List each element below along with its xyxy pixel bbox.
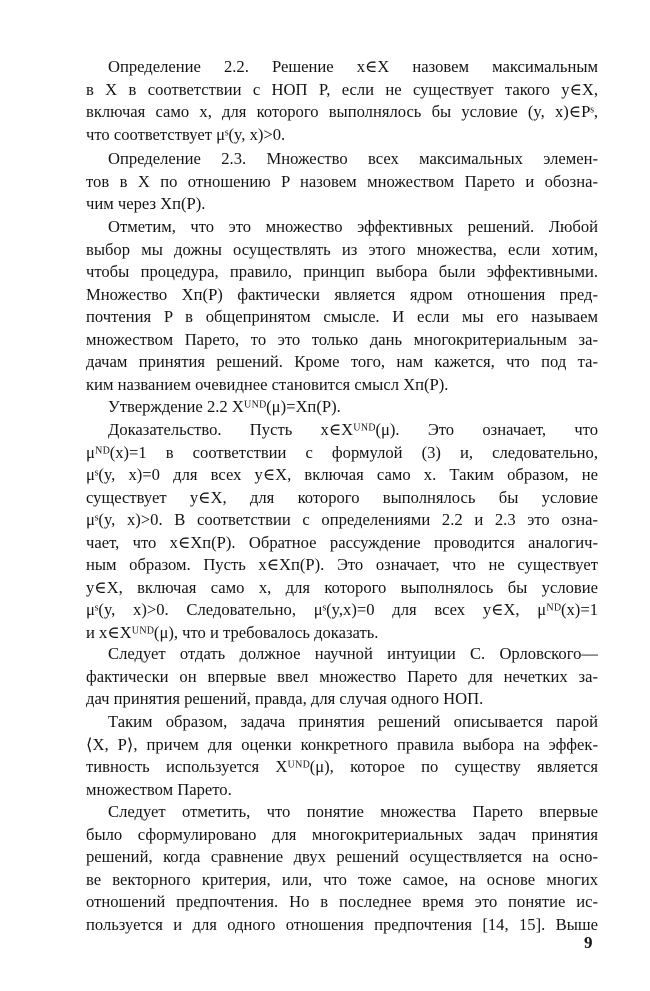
text-line: μˢ(y, x)>0. В соответствии с определениями 2.2 и 2.3 это озна- — [86, 510, 598, 529]
text-line: отношений предпочтения. Но в последнее время это понятие ис- — [86, 892, 598, 911]
paragraph-definition-2-3 — [86, 148, 598, 216]
paragraph-pair-x-p — [86, 711, 598, 801]
text-line: дач принятия решений, правда, для случая одного НОП. — [86, 689, 484, 708]
text-line: Отметим, что это множество эффективных решений. Любой — [108, 217, 598, 236]
text-line: тивность используется Xᵁᴺᴰ(μ), которое по существу является — [86, 757, 598, 776]
text-line: μˢ(y, x)>0. Следовательно, μˢ(y,x)=0 для всех y∈X, μᴺᴰ(x)=1 — [86, 600, 598, 619]
paragraph-remark-efficient — [86, 216, 598, 396]
text-line: что соответствует μˢ(y, x)>0. — [86, 124, 286, 144]
paragraph-proof — [86, 419, 598, 644]
text-line: чает, что x∈Xп(P). Обратное рассуждение проводится аналогич- — [86, 532, 598, 552]
text-line: y∈X, включая само x, для которого выполнялось бы условие — [86, 577, 598, 597]
page-number: 9 — [584, 933, 593, 952]
text-line: множеством Парето, то это только дань многокритериальным за- — [86, 329, 598, 349]
text-line: чим через Xп(P). — [86, 194, 206, 213]
paragraph-statement-2-2 — [86, 396, 598, 419]
text-line: μᴺᴰ(x)=1 в соответствии с формулой (3) и, следовательно, — [86, 442, 598, 462]
text-line: Таким образом, задача принятия решений описывается парой — [108, 712, 598, 731]
text-line: множеством Парето. — [86, 779, 232, 799]
text-line: тов в X по отношению P назовем множеством Парето и обозна- — [86, 171, 598, 191]
text-line: Следует отдать должное научной интуиции С. Орловского— — [108, 644, 598, 663]
text-line: существует y∈X, для которого выполнялось бы условие — [86, 487, 598, 507]
text-line: и x∈Xᵁᴺᴰ(μ), что и требовалось доказать. — [86, 622, 379, 642]
text-line: включая само x, для которого выполнялось бы условие (y, x)∈Pˢ, — [86, 102, 598, 121]
text-line: выбор мы дожны осуществлять из этого множества, если хотим, — [86, 239, 598, 259]
text-line: ве векторного критерия, или, что тоже самое, на основе многих — [86, 869, 598, 889]
text-line: Определение 2.3. Множество всех максимальных элемен- — [108, 149, 598, 168]
text-line: дачам принятия решений. Кроме того, нам кажется, что под та- — [86, 352, 598, 371]
text-line: фактически он впервые ввел множество Парето для нечетких за- — [86, 666, 598, 686]
text-line: решений, когда сравнение двух решений осуществляется на осно- — [86, 847, 598, 866]
text-line: Множество Xп(P) фактически является ядром отношения пред- — [86, 284, 598, 304]
text-line: ⟨X, P⟩, причем для оценки конкретного правила выбора на эффек- — [86, 734, 598, 754]
text-line: Следует отметить, что понятие множества Парето впервые — [108, 802, 598, 821]
text-line: в X в соответствии с НОП P, если не существует такого y∈X, — [86, 79, 598, 99]
text-line: Доказательство. Пусть x∈Xᵁᴺᴰ(μ). Это означает, что — [108, 420, 598, 439]
text-line: ким названием очевиднее становится смысл Xп(P). — [86, 374, 449, 394]
text-line: Определение 2.2. Решение x∈X назовем максимальным — [108, 57, 598, 76]
text-line: чтобы процедура, правило, принцип выбора были эффективными. — [86, 262, 598, 281]
text-line: Утверждение 2.2 Xᵁᴺᴰ(μ)=Xп(P). — [108, 397, 341, 416]
paragraph-orlovsky — [86, 643, 598, 711]
text-line: почтения P в общепринятом смысле. И если мы его называем — [86, 307, 598, 326]
paragraph-pareto-history — [86, 801, 598, 936]
text-line: ным образом. Пусть x∈Xп(P). Это означает, что не существует — [86, 555, 598, 574]
text-line: μˢ(y, x)=0 для всех y∈X, включая само x. Таким образом, не — [86, 465, 598, 484]
text-line: пользуется и для одного отношения предпочтения [14, 15]. Выше — [86, 914, 598, 934]
paragraph-definition-2-2 — [86, 56, 598, 146]
text-line: было сформулировано для многокритериальных задач принятия — [86, 824, 598, 844]
